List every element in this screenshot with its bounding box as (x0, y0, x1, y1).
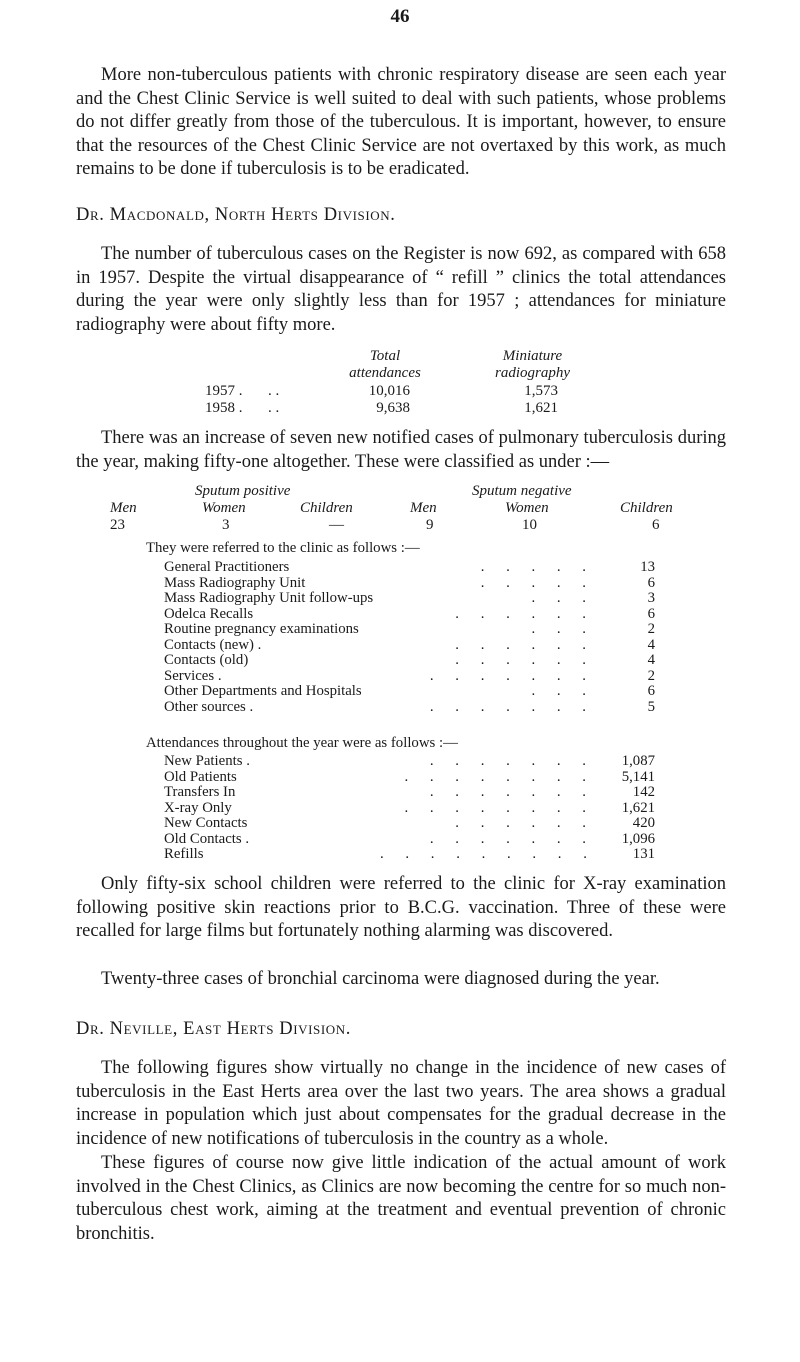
table-row-1957-dots: . . (268, 383, 280, 399)
total-header-line1: Total (369, 348, 401, 364)
table-row-1957-total: 10,016 (368, 383, 410, 399)
table-row-1958-dots: . . (268, 400, 280, 416)
header-men-positive: Men (110, 500, 137, 516)
table-row-1957-year: 1957 . (205, 383, 243, 399)
header-children-negative: Children (620, 500, 673, 516)
list-item-value: 6 (647, 683, 655, 699)
list-item-leader-dots: . . . . . . (455, 815, 595, 831)
list-item-value: 1,096 (621, 830, 655, 847)
list-item-leader-dots: . . . . . . . . (404, 768, 595, 785)
list-item-leader-dots: . . . . . . (455, 652, 595, 668)
miniature-header-line1: Miniature (502, 348, 563, 364)
referral-intro: They were referred to the clinic as follows :— (146, 540, 420, 556)
list-item-leader-dots: . . . (531, 590, 595, 606)
sputum-negative-label: Sputum negative (472, 483, 572, 499)
list-item-leader-dots: . . . . . . . . (404, 799, 595, 816)
value-children-positive: — (329, 517, 344, 533)
table-row-1958-total: 9,638 (376, 400, 410, 416)
value-men-negative: 9 (426, 517, 434, 533)
total-header-line2: attendances (349, 365, 421, 381)
list-item-leader-dots: . . . . . (480, 559, 595, 575)
list-item-value: 13 (640, 559, 655, 575)
list-item-value: 2 (647, 621, 655, 637)
header-women-negative: Women (505, 500, 549, 516)
list-item-label: Mass Radiography Unit (164, 574, 306, 591)
list-item-value: 2 (647, 667, 655, 684)
value-women-positive: 3 (222, 517, 230, 533)
list-item-leader-dots: . . . . . . . (429, 667, 595, 684)
notified-cases-paragraph: There was an increase of seven new notified cases of pulmonary tuberculosis during the year, making fifty-one altogether. These were classified as under :— (76, 428, 726, 472)
page-number: 46 (390, 6, 410, 27)
list-item-leader-dots: . . . . . . . (429, 698, 595, 715)
bronchial-carcinoma-paragraph: Twenty-three cases of bronchial carcinoma were diagnosed during the year. (101, 969, 660, 989)
list-item-label: New Contacts (164, 815, 248, 831)
list-item-leader-dots: . . . (531, 621, 595, 637)
header-men-negative: Men (410, 500, 437, 516)
list-item-label: Old Patients (164, 768, 237, 785)
list-item-label: Refills (164, 846, 204, 862)
list-item-leader-dots: . . . (531, 683, 595, 699)
school-children-paragraph: Only fifty-six school children were referred to the clinic for X-ray examination following positive skin reactions prior to B.C.G. vaccination. Three of these were recalled for large films but fortunately nothing alarming was discovered. (76, 874, 726, 942)
sputum-positive-label: Sputum positive (195, 483, 291, 499)
list-item-label: Mass Radiography Unit follow-ups (164, 590, 374, 606)
list-item-value: 5 (647, 698, 655, 715)
list-item-value: 4 (647, 652, 655, 668)
value-men-positive: 23 (110, 517, 125, 533)
list-item-leader-dots: . . . . . . (455, 636, 595, 653)
list-item-label: General Practitioners (164, 559, 290, 575)
header-children-positive: Children (300, 500, 353, 516)
list-item-leader-dots: . . . . . . . . . (380, 846, 596, 862)
list-item-leader-dots: . . . . . . . (429, 753, 595, 769)
north-herts-paragraph: The number of tuberculous cases on the Register is now 692, as compared with 658 in 1957. Despite the virtual disappearance of “ refill ” clinics the total attendances during the year were only slightly less than for 1957 ; attendances for miniature radiography were about fifty more. (76, 244, 726, 335)
list-item-label: Other sources . (164, 698, 254, 715)
intro-paragraph: More non-tuberculous patients with chronic respiratory disease are seen each year and the Chest Clinic Service is well suited to deal with such patients, whose problems do not differ greatly from those of the tuberculous. It is important, however, to ensure that the resources of the Chest Clinic Service are not overtaxed by this work, as much remains to be done if tuberculosis is to be eradicated. (76, 65, 726, 180)
list-item-value: 6 (647, 605, 655, 622)
list-item-label: Transfers In (164, 784, 236, 800)
list-item-label: Services . (164, 667, 222, 684)
list-item-leader-dots: . . . . . . . (429, 784, 595, 800)
value-children-negative: 6 (652, 517, 660, 533)
list-item-label: Other Departments and Hospitals (164, 683, 362, 699)
list-item-value: 6 (647, 574, 655, 591)
section-heading-north-herts: Dr. Macdonald, North Herts Division. (76, 205, 396, 225)
list-item-value: 4 (647, 636, 655, 653)
chest-clinics-paragraph: These figures of course now give little indication of the actual amount of work involved in the Chest Clinics, as Clinics are now becoming the centre for so much non-tuberculous chest work, aiming at the treatment and eventual prevention of chronic bronchitis. (76, 1153, 726, 1244)
list-item-label: Routine pregnancy examinations (164, 621, 359, 637)
table-row-1958-year: 1958 . (205, 400, 243, 416)
list-item-leader-dots: . . . . . . (455, 605, 595, 622)
list-item-label: Contacts (old) (164, 652, 249, 668)
table-row-1957-miniature: 1,573 (524, 383, 558, 399)
list-item-value: 5,141 (621, 768, 655, 785)
list-item-value: 1,621 (621, 799, 655, 816)
miniature-header-line2: radiography (495, 365, 570, 381)
east-herts-paragraph: The following figures show virtually no change in the incidence of new cases of tuberculosis in the East Herts area over the last two years. The area shows a gradual increase in population which just about compensates for the gradual decrease in the incidence of new notifications of tuberculosis in the country as a whole. (76, 1058, 726, 1149)
list-item-value: 131 (632, 846, 655, 862)
list-item-label: X-ray Only (164, 799, 232, 816)
list-item-value: 3 (647, 590, 655, 606)
list-item-value: 420 (632, 815, 655, 831)
header-women-positive: Women (202, 500, 246, 516)
list-item-value: 142 (632, 784, 655, 800)
list-item-label: New Patients . (164, 753, 250, 769)
list-item-leader-dots: . . . . . . . (429, 830, 595, 847)
list-item-value: 1,087 (621, 753, 655, 769)
section-heading-east-herts: Dr. Neville, East Herts Division. (76, 1019, 352, 1039)
table-row-1958-miniature: 1,621 (524, 400, 558, 416)
list-item-leader-dots: . . . . . (480, 574, 595, 591)
value-women-negative: 10 (522, 517, 537, 533)
list-item-label: Old Contacts . (164, 830, 250, 847)
list-item-label: Odelca Recalls (164, 605, 254, 622)
list-item-label: Contacts (new) . (164, 636, 262, 653)
attendances-intro: Attendances throughout the year were as follows :— (146, 735, 458, 751)
